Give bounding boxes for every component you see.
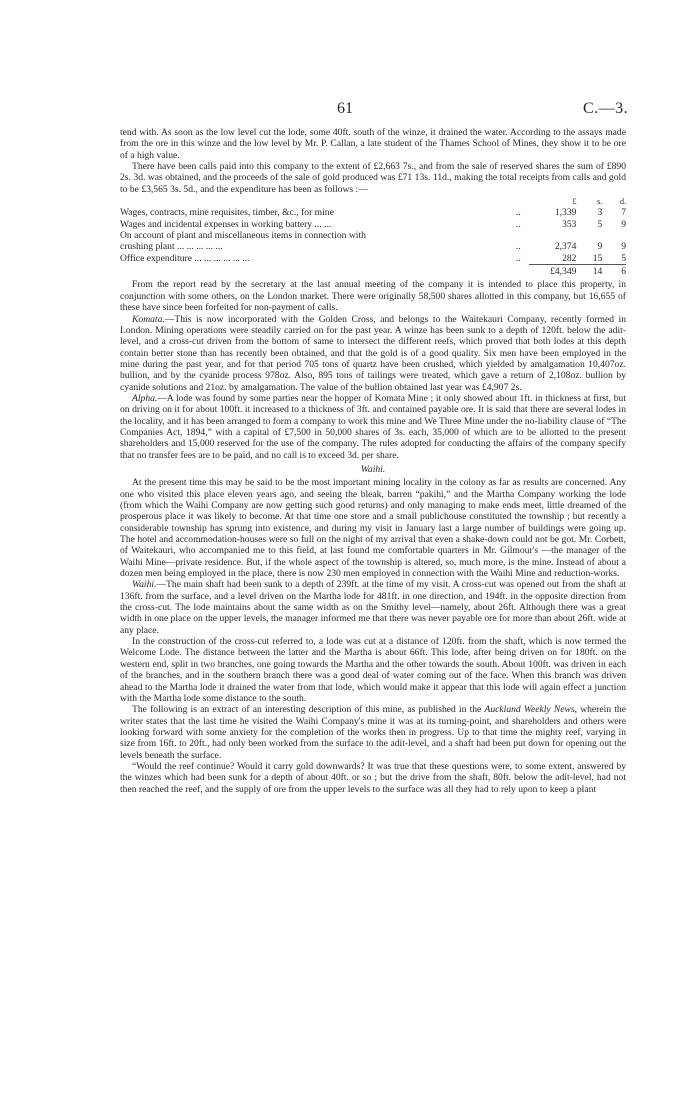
extract-text: , wherein the writer states that the last time he visited the Waihi Company's mine it was at its turning-point, and shareholders and others were looking forward with some anxiety for the completion of the works then in progress. Up to that time the mighty reef, varying in size from 16ft. to 20ft., had only been worked from the surface to the adit-level, and a shaft had been put down for opening out the levels beneath the surface. <box>120 704 626 761</box>
expense-item: Wages, contracts, mine requisites, timber, &c., for mine <box>120 207 334 219</box>
extract-intro: The following is an extract of an interesting description of this mine, as published in the <box>132 704 485 716</box>
newspaper-title: Auckland Weekly News <box>484 704 575 716</box>
paragraph-quote: “Would the reef continue? Would it carry gold downwards? It was true that these questions were, to some extent, answered by the winzes which had been sunk for a depth of about 40ft. or so ; but the drive from the shaft, 80ft. below the adit-level, had not then reached the reef, and the supply of ore from the upper levels to the surface was all they had to rely upon to keep a plant <box>120 760 626 795</box>
expense-item: Wages and incidental expenses in working battery ... ... <box>120 218 332 230</box>
pence-value: 5 <box>621 252 626 264</box>
paragraph-calls: There have been calls paid into this company to the extent of £2,663 7s., and from the sale of reserved shares the sum of £890 2s. 3d. was obtained, and the proceeds of the sale of gold produced was £71 13s. 11d., making the total receipts from calls and gold to be £3,565 3s. 5d., and the expenditure has been as follows :— <box>120 161 626 195</box>
waihi-mine-text: —The main shaft had been sunk to a depth of 239ft. at the time of my visit. A cross-cut was opened out from the shaft at 136ft. from the surface, and a level driven on the Martha lode for 481ft. in one direction, and 194ft. in the opposite direction from the cross-cut. The lode maintains about the same width as on the Smithy level—namely, about 26ft. Although there was a great width in one place on the upper levels, the manager informed me that there was never payable ore for more than about 26ft. wide at any place. <box>120 579 626 636</box>
expense-item: On account of plant and miscellaneous items in connection with <box>120 230 366 242</box>
waihi-mine-title: Waihi. <box>132 579 157 591</box>
komata-title: Komata. <box>132 313 165 325</box>
total-row <box>120 265 626 278</box>
shillings-value: 15 <box>592 252 603 264</box>
total-pounds: £4,349 <box>529 265 576 278</box>
pence-header: d. <box>620 197 626 207</box>
pounds-value: 1,339 <box>554 207 577 219</box>
section-heading-waihi: Waihi. <box>360 463 386 475</box>
expenditure-table <box>120 196 626 277</box>
paragraph-welcome-lode: In the construction of the cross-cut referred to, a lode was cut at a distance of 120ft. from the shaft, which is now termed the Welcome Lode. The distance between the latter and the Martha is about 66ft. This lode, after being driven on for 180ft. on the western end, split in two branches, one going towards the Martha and the other towards the south. About 100ft. was driven in each of the branches, and in the southern branch there was a good deal of water coming out of the face. When this branch was driven ahead to the Martha lode it drained the water from that lode, which would make it appear that this lode will again effect a junction with the Martha lode some distance to the south. <box>120 636 626 704</box>
page-body <box>120 127 626 795</box>
shillings-value: 5 <box>597 218 603 230</box>
table-row <box>120 253 626 265</box>
paragraph-report: From the report read by the secretary at the last annual meeting of the company it is intended to place this property, in conjunction with some others, on the London market. There were originally 58,500 shares allotted in this company, but 16,655 of these have since been forfeited for non-payment of calls. <box>120 279 626 314</box>
paragraph-waihi-mine <box>120 579 626 636</box>
table-row <box>120 219 626 230</box>
paragraph-waihi-locality: At the present time this may be said to be the most important mining locality in the colony as far as results are concerned. Any one who visited this place eleven years ago, and seeing the bleak, barren “pakihi,” and the Martha Company working the lode (from which the Waihi Company are now getting such good returns) and only managing to make ends meet, little dreamed of the prosperous place it was likely to become. At that time one store and a small publichouse constituted the township ; but recently a considerable township has sprung into existence, and during my visit in January last a large number of buildings were going up. The hotel and accommodation-houses were so full on the night of my arrival that even a shake-down could not be got. Mr. Corbett, of Waitekauri, who accompanied me to this field, at last found me comfortable quarters in Mr. Gilmour's —the manager of the Waihi Mine—private residence. But, if the whole aspect of the township is altered, so, much more, is the mine. Instead of about a dozen men being employed in the place, there is now 230 men employed in connection with the Waihi Mine and reduction-works. <box>120 477 626 580</box>
leader-dots: .. <box>515 253 521 265</box>
total-pence: 6 <box>602 265 626 278</box>
shillings-value: 9 <box>597 241 603 253</box>
paragraph-alpha <box>120 393 626 461</box>
page-number: 61 <box>337 100 353 117</box>
pounds-value: 282 <box>562 252 577 264</box>
pounds-value: 353 <box>562 218 577 230</box>
alpha-title: Alpha. <box>132 392 158 404</box>
leader-dots: .. <box>515 207 521 219</box>
pence-value: 9 <box>621 241 626 253</box>
currency-header-row <box>120 196 626 207</box>
pounds-header: £ <box>572 197 577 207</box>
expense-item: crushing plant ... ... ... ... ... <box>120 241 223 253</box>
shillings-value: 3 <box>597 207 603 219</box>
komata-text: —This is now incorporated with the Golden Cross, and belongs to the Waitekauri Company, recently formed in London. Mining operations were steadily carried on for the past year. A winze has been sunk to a depth of 120ft. below the adit-level, and a cross-cut driven from the bottom of same to intersect the different reefs, which proved that both lodes at this depth contain better stone than has recently been obtained, and that the gold is of a good quality. Six men have been employed in the mine during the past year, and for that period 705 tons of quartz have been crushed, which yielded by amalgamation 10,407oz. bullion, and by the cyanide process 978oz. Also, 895 tons of tailings were treated, which gave a return of 2,108oz. bullion by cyanide solutions and 21oz. by amalgamation. The value of the bullion obtained last year was £4,907 2s. <box>120 313 626 393</box>
pence-value: 7 <box>621 207 626 219</box>
table-row <box>120 207 626 218</box>
pence-value: 9 <box>621 218 626 230</box>
document-reference: C.—3. <box>583 100 629 117</box>
table-row <box>120 230 626 241</box>
shillings-header: s. <box>597 197 603 207</box>
paragraph-komata <box>120 314 626 393</box>
paragraph-continuation: tend with. As soon as the low level cut the lode, some 40ft. south of the winze, it drained the water. According to the assays made from the ore in this winze and the low level by Mr. P. Callan, a late student of the Thames School of Mines, they show it to be ore of a high value. <box>120 127 626 161</box>
pounds-value: 2,374 <box>554 241 577 253</box>
paragraph-extract <box>120 704 626 761</box>
total-shillings: 14 <box>576 265 602 278</box>
alpha-text: —A lode was found by some parties near the hopper of Komata Mine ; it only showed about 1ft. in thickness at first, but on driving on it for about 100ft. it increased to a thickness of 3ft. and contained payable ore. It is said that there are several lodes in the locality, and it has been arranged to form a company to work this mine and We Three Mine under the no-liability clause of “The Companies Act, 1894,” with a capital of £7,500 in 50,000 shares of 3s. each, 35,000 of which are to be allotted to the present shareholders and 15,000 reserved for the use of the company. The rules adopted for conducting the affairs of the company specify that no transfer fees are to be paid, and no call is to exceed 3d. per share. <box>120 392 626 461</box>
table-row <box>120 241 626 252</box>
leader-dots: .. <box>515 218 521 230</box>
leader-dots: .. <box>515 241 521 253</box>
expense-item: Office expenditure ... ... ... ... ... ... <box>120 253 250 265</box>
